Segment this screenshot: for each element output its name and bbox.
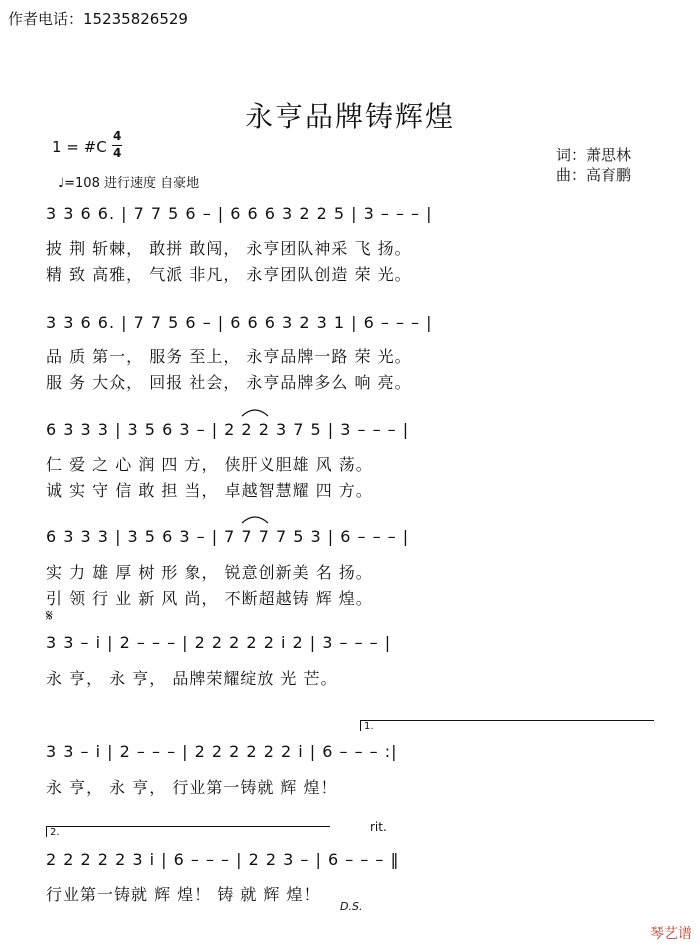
lyric-line: 实 力 雄 厚 树 形 象， 锐意创新美 名 扬。 (46, 563, 373, 582)
ritardando-mark: rit. (370, 820, 387, 834)
lyric-line: 永 亨， 永 亨， 行业第一铸就 辉 煌！ (46, 778, 338, 797)
dal-segno-mark: D.S. (340, 900, 363, 913)
lyric-line: 精 致 高雅， 气派 非凡， 永亨团队创造 荣 光。 (46, 265, 412, 284)
lyric-line: 诚 实 守 信 敢 担 当， 卓越智慧耀 四 方。 (46, 481, 373, 500)
notation-line: 3 3 6 6. | 7 7 5 6 – | 6 6 6 3 2 3 1 | 6 – – – | (46, 313, 433, 332)
notation-line: 3 3 – i | 2 – – – | 2 2 2 2 2 2 i | 6 – – – :| (46, 742, 398, 761)
time-signature-top: 4 (113, 129, 122, 143)
lyricist-credit: 词：萧思林 (556, 146, 632, 164)
lyric-line: 披 荆 斩棘， 敢拼 敢闯， 永亨团队神采 飞 扬。 (46, 239, 412, 258)
tempo-marking: ♩=108 进行速度 自豪地 (58, 176, 200, 191)
key-signature: 1 = #C (52, 138, 107, 156)
slur-mark (240, 406, 270, 418)
slur-mark (240, 513, 270, 525)
site-watermark: 琴艺谱 (650, 926, 692, 942)
lyric-line: 引 领 行 业 新 风 尚， 不断超越铸 辉 煌。 (46, 589, 373, 608)
composer-credit: 曲：高育鹏 (556, 166, 632, 184)
volta-bracket-1: 1. (360, 720, 654, 731)
notation-line: 6 3 3 3 | 3 5 6 3 – | 2 2 2 3 7 5 | 3 – – – | (46, 420, 410, 439)
lyric-line: 永 亨， 永 亨， 品牌荣耀绽放 光 芒。 (46, 669, 338, 688)
song-title: 永亨品牌铸辉煌 (244, 100, 455, 133)
notation-line: 6 3 3 3 | 3 5 6 3 – | 7 7 7 7 5 3 | 6 – – – | (46, 527, 410, 546)
notation-line: 3 3 – i | 2 – – – | 2 2 2 2 2 i 2 | 3 – – – | (46, 633, 392, 652)
lyric-line: 服 务 大众， 回报 社会， 永亨品牌多么 响 亮。 (46, 373, 412, 392)
lyric-line: 行业第一铸就 辉 煌！ 铸 就 辉 煌！ (46, 885, 321, 904)
volta-bracket-2: 2. (46, 826, 330, 837)
notation-line: 2 2 2 2 2 3 i | 6 – – – | 2 2 3 – | 6 – – – ‖ (46, 850, 400, 869)
segno-sign: 𝄋 (46, 606, 53, 625)
lyric-line: 品 质 第一， 服务 至上， 永亨品牌一路 荣 光。 (46, 347, 412, 366)
notation-line: 3 3 6 6. | 7 7 5 6 – | 6 6 6 3 2 2 5 | 3 – – – | (46, 204, 433, 223)
lyric-line: 仁 爱 之 心 润 四 方， 侠肝义胆雄 风 荡。 (46, 455, 373, 474)
time-signature-bottom: 4 (113, 146, 122, 160)
composer-contact: 作者电话：15235826529 (8, 10, 188, 28)
